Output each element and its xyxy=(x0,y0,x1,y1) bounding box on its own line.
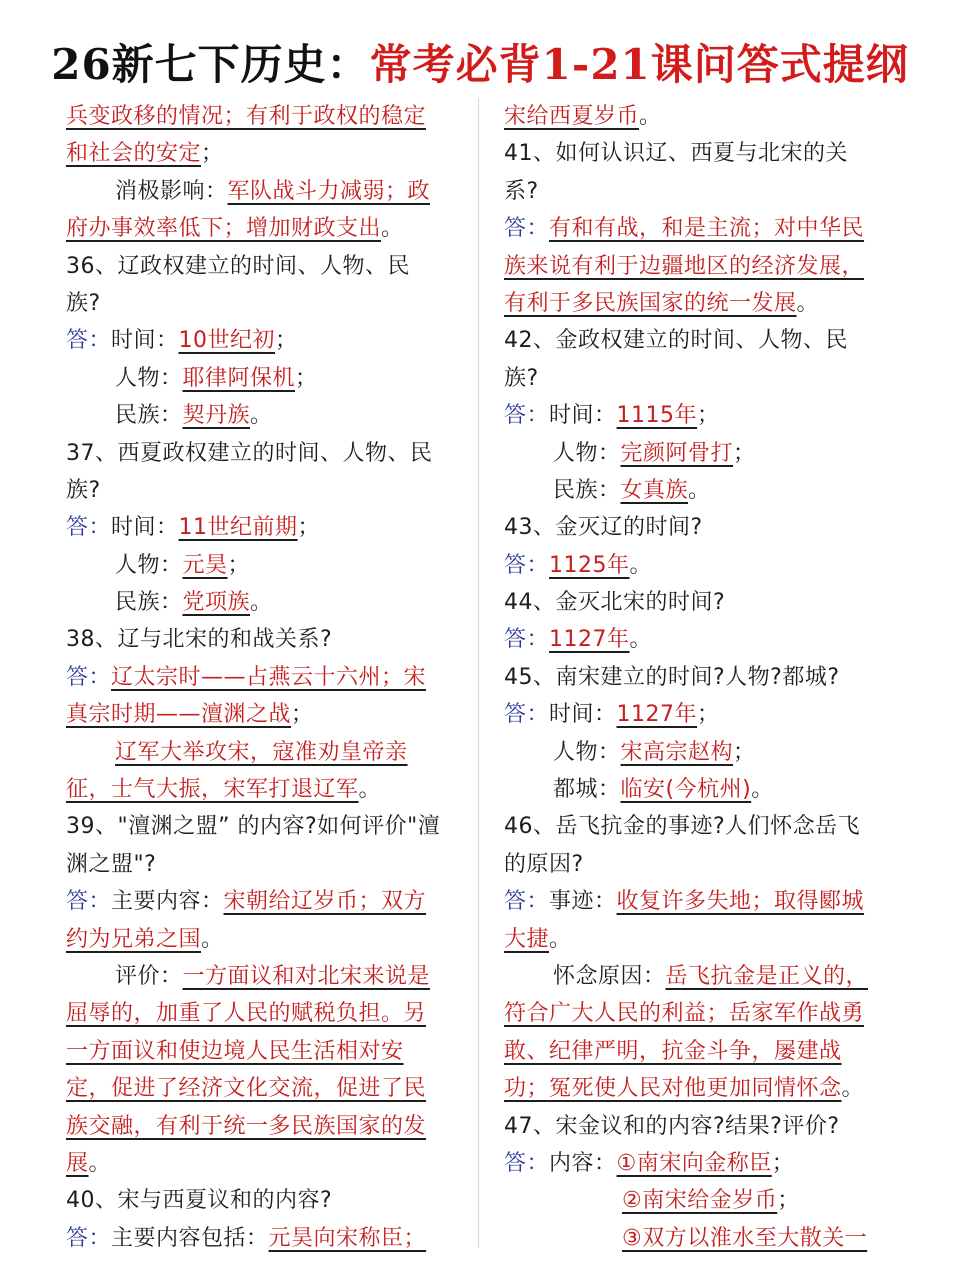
answer-text: 契丹族 xyxy=(182,403,251,429)
plain-text: 时间： xyxy=(111,515,179,541)
plain-text: 主要内容包括： xyxy=(111,1225,269,1251)
plain-text: 36、辽政权建立的时间、人物、民 xyxy=(66,253,410,279)
text-line xyxy=(66,771,461,808)
answer-text: 有利于多民族国家的统一发展 xyxy=(504,290,797,316)
text-line xyxy=(66,1182,461,1219)
plain-text: 消极影响： xyxy=(115,178,228,204)
answer-text: 收复许多失地；取得郾城 xyxy=(616,889,865,915)
text-line xyxy=(66,621,461,658)
answer-text: 一方面议和对北宋来说是 xyxy=(182,963,431,989)
text-line xyxy=(504,397,899,434)
text-line xyxy=(66,397,461,434)
plain-text: 的原因? xyxy=(504,851,584,877)
text-line xyxy=(66,846,461,883)
answer-text: 定，促进了经济文化交流，促进了民 xyxy=(66,1076,427,1102)
text-line xyxy=(504,696,899,733)
text-line xyxy=(504,547,899,584)
answer-text: 党项族 xyxy=(182,590,251,616)
plain-text: ； xyxy=(275,328,298,354)
plain-text: 人物： xyxy=(115,365,183,391)
answer-text: 1127年 xyxy=(616,702,698,728)
answer-text: 辽军大举攻宋，寇准劝皇帝亲 xyxy=(115,739,408,765)
answer-text: 元昊 xyxy=(182,552,228,578)
text-line xyxy=(504,584,899,621)
text-line xyxy=(66,1220,461,1257)
answer-text: 辽太宗时——占燕云十六州；宋 xyxy=(111,664,427,690)
answer-text: 耶律阿保机 xyxy=(182,365,296,391)
plain-text: 46、岳飞抗金的事迹?人们怀念岳飞 xyxy=(504,814,861,840)
answer-text: 征，士气大振，宋军打退辽军 xyxy=(66,777,359,803)
answer-text: 元昊向宋称臣； xyxy=(268,1225,427,1251)
answer-text: 军队战斗力减弱；政 xyxy=(227,178,431,204)
text-line xyxy=(504,1145,899,1182)
text-line xyxy=(504,621,899,658)
left-column xyxy=(66,98,461,1257)
plain-text: ； xyxy=(295,365,318,391)
text-line xyxy=(504,1033,899,1070)
answer-text: 临安(今杭州) xyxy=(620,777,752,803)
plain-text: 。 xyxy=(841,1076,865,1102)
answer-label: 答： xyxy=(66,889,112,915)
plain-text: 事迹： xyxy=(549,889,617,915)
text-line xyxy=(504,659,899,696)
plain-text: 。 xyxy=(250,590,273,616)
text-line xyxy=(504,248,899,285)
plain-text: 47、宋金议和的内容?结果?评价? xyxy=(504,1113,840,1139)
plain-text: 42、金政权建立的时间、人物、民 xyxy=(504,328,848,354)
plain-text: 民族： xyxy=(115,403,183,429)
plain-text: 人物： xyxy=(553,739,621,765)
plain-text: 。 xyxy=(629,627,653,653)
text-line xyxy=(504,883,899,920)
plain-text: 系? xyxy=(504,178,539,204)
plain-text: 族? xyxy=(66,477,101,503)
plain-text: ； xyxy=(771,1150,795,1176)
answer-text: 10世纪初 xyxy=(178,328,276,354)
plain-text: 。 xyxy=(549,926,572,952)
answer-text: 符合广大人民的利益；岳家军作战勇 xyxy=(504,1001,865,1027)
text-line xyxy=(66,659,461,696)
plain-text: 40、宋与西夏议和的内容? xyxy=(66,1188,333,1214)
text-line xyxy=(66,696,461,733)
text-line xyxy=(504,958,899,995)
answer-text: 真宗时期——澶渊之战 xyxy=(66,702,292,728)
answer-text: 府办事效率低下；增加财政支出 xyxy=(66,216,382,242)
text-line xyxy=(504,771,899,808)
plain-text: 45、南宋建立的时间?人物?都城? xyxy=(504,664,840,690)
answer-label: 答： xyxy=(504,889,550,915)
text-line xyxy=(504,995,899,1032)
answer-label: 答： xyxy=(66,515,112,541)
answer-label: 答： xyxy=(504,552,550,578)
text-line xyxy=(66,921,461,958)
plain-text: ； xyxy=(297,515,321,541)
text-line xyxy=(66,285,461,322)
text-line xyxy=(66,98,461,135)
text-line xyxy=(66,995,461,1032)
plain-text: 。 xyxy=(358,777,382,803)
plain-text: 人物： xyxy=(115,552,183,578)
plain-text: 人物： xyxy=(553,440,621,466)
plain-text: 时间： xyxy=(111,328,179,354)
answer-text: 有和有战，和是主流；对中华民 xyxy=(549,216,865,242)
plain-text: ； xyxy=(777,1188,800,1214)
plain-text: ； xyxy=(291,702,314,728)
text-line xyxy=(66,509,461,546)
answer-label: 答： xyxy=(504,627,550,653)
answer-text: 族交融，有利于统一多民族国家的发 xyxy=(66,1113,427,1139)
text-line xyxy=(504,1070,899,1107)
plain-text: 38、辽与北宋的和战关系? xyxy=(66,627,333,653)
answer-text: 大捷 xyxy=(504,926,550,952)
plain-text: ； xyxy=(733,739,756,765)
answer-text: 1127年 xyxy=(549,627,630,653)
text-line xyxy=(66,958,461,995)
text-line xyxy=(66,1108,461,1145)
plain-text: ； xyxy=(733,440,756,466)
plain-text: 时间： xyxy=(549,702,617,728)
text-line xyxy=(66,248,461,285)
answer-text: ①南宋向金称臣 xyxy=(616,1150,772,1176)
plain-text: 43、金灭辽的时间? xyxy=(504,515,703,541)
text-line xyxy=(66,734,461,771)
answer-text: 宋高宗赵构 xyxy=(620,739,734,765)
answer-text: 完颜阿骨打 xyxy=(620,440,734,466)
text-line xyxy=(66,135,461,172)
text-line xyxy=(504,1182,899,1219)
answer-text: 女真族 xyxy=(620,477,689,503)
plain-text: 评价： xyxy=(115,963,183,989)
plain-text: 37、西夏政权建立的时间、人物、民 xyxy=(66,440,433,466)
plain-text: 内容： xyxy=(549,1150,617,1176)
plain-text: 。 xyxy=(796,290,820,316)
plain-text: ； xyxy=(697,702,720,728)
answer-text: 11世纪前期 xyxy=(178,515,298,541)
text-line xyxy=(66,808,461,845)
text-line xyxy=(504,98,899,135)
plain-text: 民族： xyxy=(115,590,183,616)
text-line xyxy=(66,1145,461,1182)
answer-text: 约为兄弟之国 xyxy=(66,926,202,952)
plain-text: 。 xyxy=(639,104,662,129)
plain-text: 。 xyxy=(688,477,711,503)
answer-text: 宋朝给辽岁币；双方 xyxy=(223,889,427,915)
text-line xyxy=(66,584,461,621)
text-line xyxy=(504,360,899,397)
answer-text: 宋给西夏岁币 xyxy=(504,104,640,129)
plain-text: 。 xyxy=(88,1150,112,1176)
page-title xyxy=(0,30,960,100)
answer-text: ③双方以淮水至大散关一 xyxy=(622,1225,868,1251)
plain-text: 。 xyxy=(751,777,774,803)
answer-label: 答： xyxy=(66,664,112,690)
answer-text: 岳飞抗金是正义的， xyxy=(665,963,869,989)
text-line xyxy=(504,285,899,322)
text-line xyxy=(66,322,461,359)
text-line xyxy=(504,435,899,472)
answer-text: 屈辱的，加重了人民的赋税负担。另 xyxy=(66,1001,427,1027)
text-line xyxy=(504,1220,899,1257)
text-line xyxy=(66,1070,461,1107)
answer-label: 答： xyxy=(504,403,550,429)
right-column xyxy=(504,98,899,1257)
text-line xyxy=(66,547,461,584)
text-line xyxy=(504,846,899,883)
answer-label: 答： xyxy=(504,216,550,242)
answer-text: ②南宋给金岁币 xyxy=(622,1188,778,1214)
plain-text: 。 xyxy=(250,403,273,429)
answer-label: 答： xyxy=(504,702,550,728)
plain-text: 44、金灭北宋的时间? xyxy=(504,590,726,616)
text-line xyxy=(504,1108,899,1145)
text-line xyxy=(66,472,461,509)
answer-text: 和社会的安定 xyxy=(66,141,202,167)
text-line xyxy=(504,808,899,845)
title-highlight: 常考必背1-21课问答式提纲 xyxy=(369,40,909,89)
text-line xyxy=(504,135,899,172)
text-line xyxy=(66,1033,461,1070)
text-line xyxy=(66,360,461,397)
text-line xyxy=(504,921,899,958)
text-line xyxy=(504,322,899,359)
answer-label: 答： xyxy=(66,328,112,354)
answer-text: 功；冤死使人民对他更加同情怀念 xyxy=(504,1076,842,1102)
text-line xyxy=(66,883,461,920)
answer-text: 一方面议和使边境人民生活相对安 xyxy=(66,1038,404,1064)
plain-text: 41、如何认识辽、西夏与北宋的关 xyxy=(504,141,848,167)
answer-text: 兵变政移的情况；有利于政权的稳定 xyxy=(66,104,427,129)
text-line xyxy=(66,435,461,472)
column-divider xyxy=(478,98,479,1248)
text-line xyxy=(504,173,899,210)
answer-text: 展 xyxy=(66,1150,89,1176)
answer-label: 答： xyxy=(66,1225,112,1251)
answer-text: 1115年 xyxy=(616,403,698,429)
plain-text: 族? xyxy=(66,290,101,316)
answer-label: 答： xyxy=(504,1150,550,1176)
plain-text: 。 xyxy=(629,552,653,578)
text-line xyxy=(66,173,461,210)
plain-text: 怀念原因： xyxy=(553,963,666,989)
plain-text: 。 xyxy=(381,216,404,242)
plain-text: 。 xyxy=(201,926,224,952)
text-line xyxy=(504,734,899,771)
plain-text: 主要内容： xyxy=(111,889,224,915)
answer-text: 1125年 xyxy=(549,552,630,578)
text-line xyxy=(66,210,461,247)
text-line xyxy=(504,509,899,546)
plain-text: 39、"澶渊之盟” 的内容?如何评价"澶 xyxy=(66,814,441,840)
answer-text: 敢、纪律严明，抗金斗争，屡建战 xyxy=(504,1038,842,1064)
answer-text: 族来说有利于边疆地区的经济发展， xyxy=(504,253,865,279)
plain-text: ； xyxy=(697,403,720,429)
plain-text: ； xyxy=(227,552,251,578)
title-prefix: 26新七下历史： xyxy=(51,40,370,89)
text-line xyxy=(504,210,899,247)
plain-text: 渊之盟"? xyxy=(66,851,157,877)
text-line xyxy=(504,472,899,509)
plain-text: 时间： xyxy=(549,403,617,429)
plain-text: 族? xyxy=(504,365,539,391)
plain-text: 民族： xyxy=(553,477,621,503)
plain-text: ； xyxy=(201,141,224,167)
plain-text: 都城： xyxy=(553,777,621,803)
